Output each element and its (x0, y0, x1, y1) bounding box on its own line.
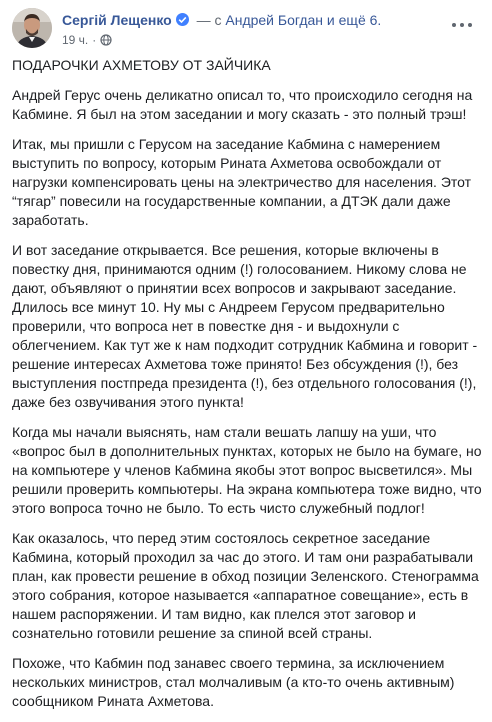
avatar[interactable] (12, 8, 52, 48)
post-paragraph: Похоже, что Кабмин под занавес своего термина, за исключением нескольких министров, стал молчаливым (а кто-то очень активным) сообщником Рината Ахметова. (12, 655, 455, 709)
author-name[interactable]: Сергій Лещенко (62, 12, 172, 28)
meta-separator: · (92, 33, 97, 47)
verified-badge-icon (176, 13, 189, 26)
more-options-icon[interactable] (450, 14, 478, 30)
post-paragraph: Итак, мы пришли с Герусом на заседание Кабмина с намерением выступить по вопросу, которым Рината Ахметова освобождали от нагрузки компенсировать цены на электричество для населения. Этот “тягар” повесили на государственные компании, а ДТЭК дали даже заработать. (12, 136, 472, 228)
post-paragraph: Андрей Герус очень деликатно описал то, что происходило сегодня на Кабмине. Я был на этом заседании и могу сказать - это полный трэш! (12, 87, 473, 122)
avatar-photo (12, 8, 52, 48)
post-title: ПОДАРОЧКИ АХМЕТОВУ ОТ ЗАЙЧИКА (12, 57, 271, 73)
post-paragraph: Как оказалось, что перед этим состоялось секретное заседание Кабмина, который проходил за час до этого. И там они разрабатывали план, как провести решение в обход позиции Зеленского. Стенограмма этого собрания, которое называется «аппаратное совещание», есть в нашем распоряжении. И там видно, как плелся этот заговор и сознательно готовили решение за спиной всей страны. (12, 530, 479, 641)
tagged-people-link[interactable]: Андрей Богдан и ещё 6. (225, 12, 382, 28)
post-body (12, 56, 482, 722)
tagged-prefix: — с (196, 12, 222, 28)
post-header (12, 8, 480, 52)
post-paragraph: Когда мы начали выяснять, нам стали вешать лапшу на уши, что «вопрос был в дополнительных пунктах, которых не было на бумаге, но на компьютере у членов Кабмина якобы этот вопрос высветился». Мы решили проверить компьютеры. На экрана компьютера тоже видно, что этого вопроса точно не было. То есть чисто служебный подлог! (12, 424, 482, 516)
post-timestamp[interactable]: 19 ч. (62, 33, 89, 47)
post-paragraph: И вот заседание открывается. Все решения, которые включены в повестку дня, принимаются одним (!) голосованием. Никому слова не дают, объявляют о принятии всех вопросов и закрывают заседание. Длилось все минут 10. Ну мы с Андреем Герусом предварительно проверили, что вопроса нет в повестке дня - и выдохнули с облегчением. Как тут же к нам подходит сотрудник Кабмина и говорит - решение интересах Ахметова тоже принято! Без обсуждения (!), без выступления постпреда президента (!), без отдельного голосования (!), даже без озвучивания этого пункта! (12, 242, 478, 410)
post-meta (62, 33, 112, 49)
author-line (62, 12, 381, 28)
globe-icon[interactable] (100, 34, 112, 49)
